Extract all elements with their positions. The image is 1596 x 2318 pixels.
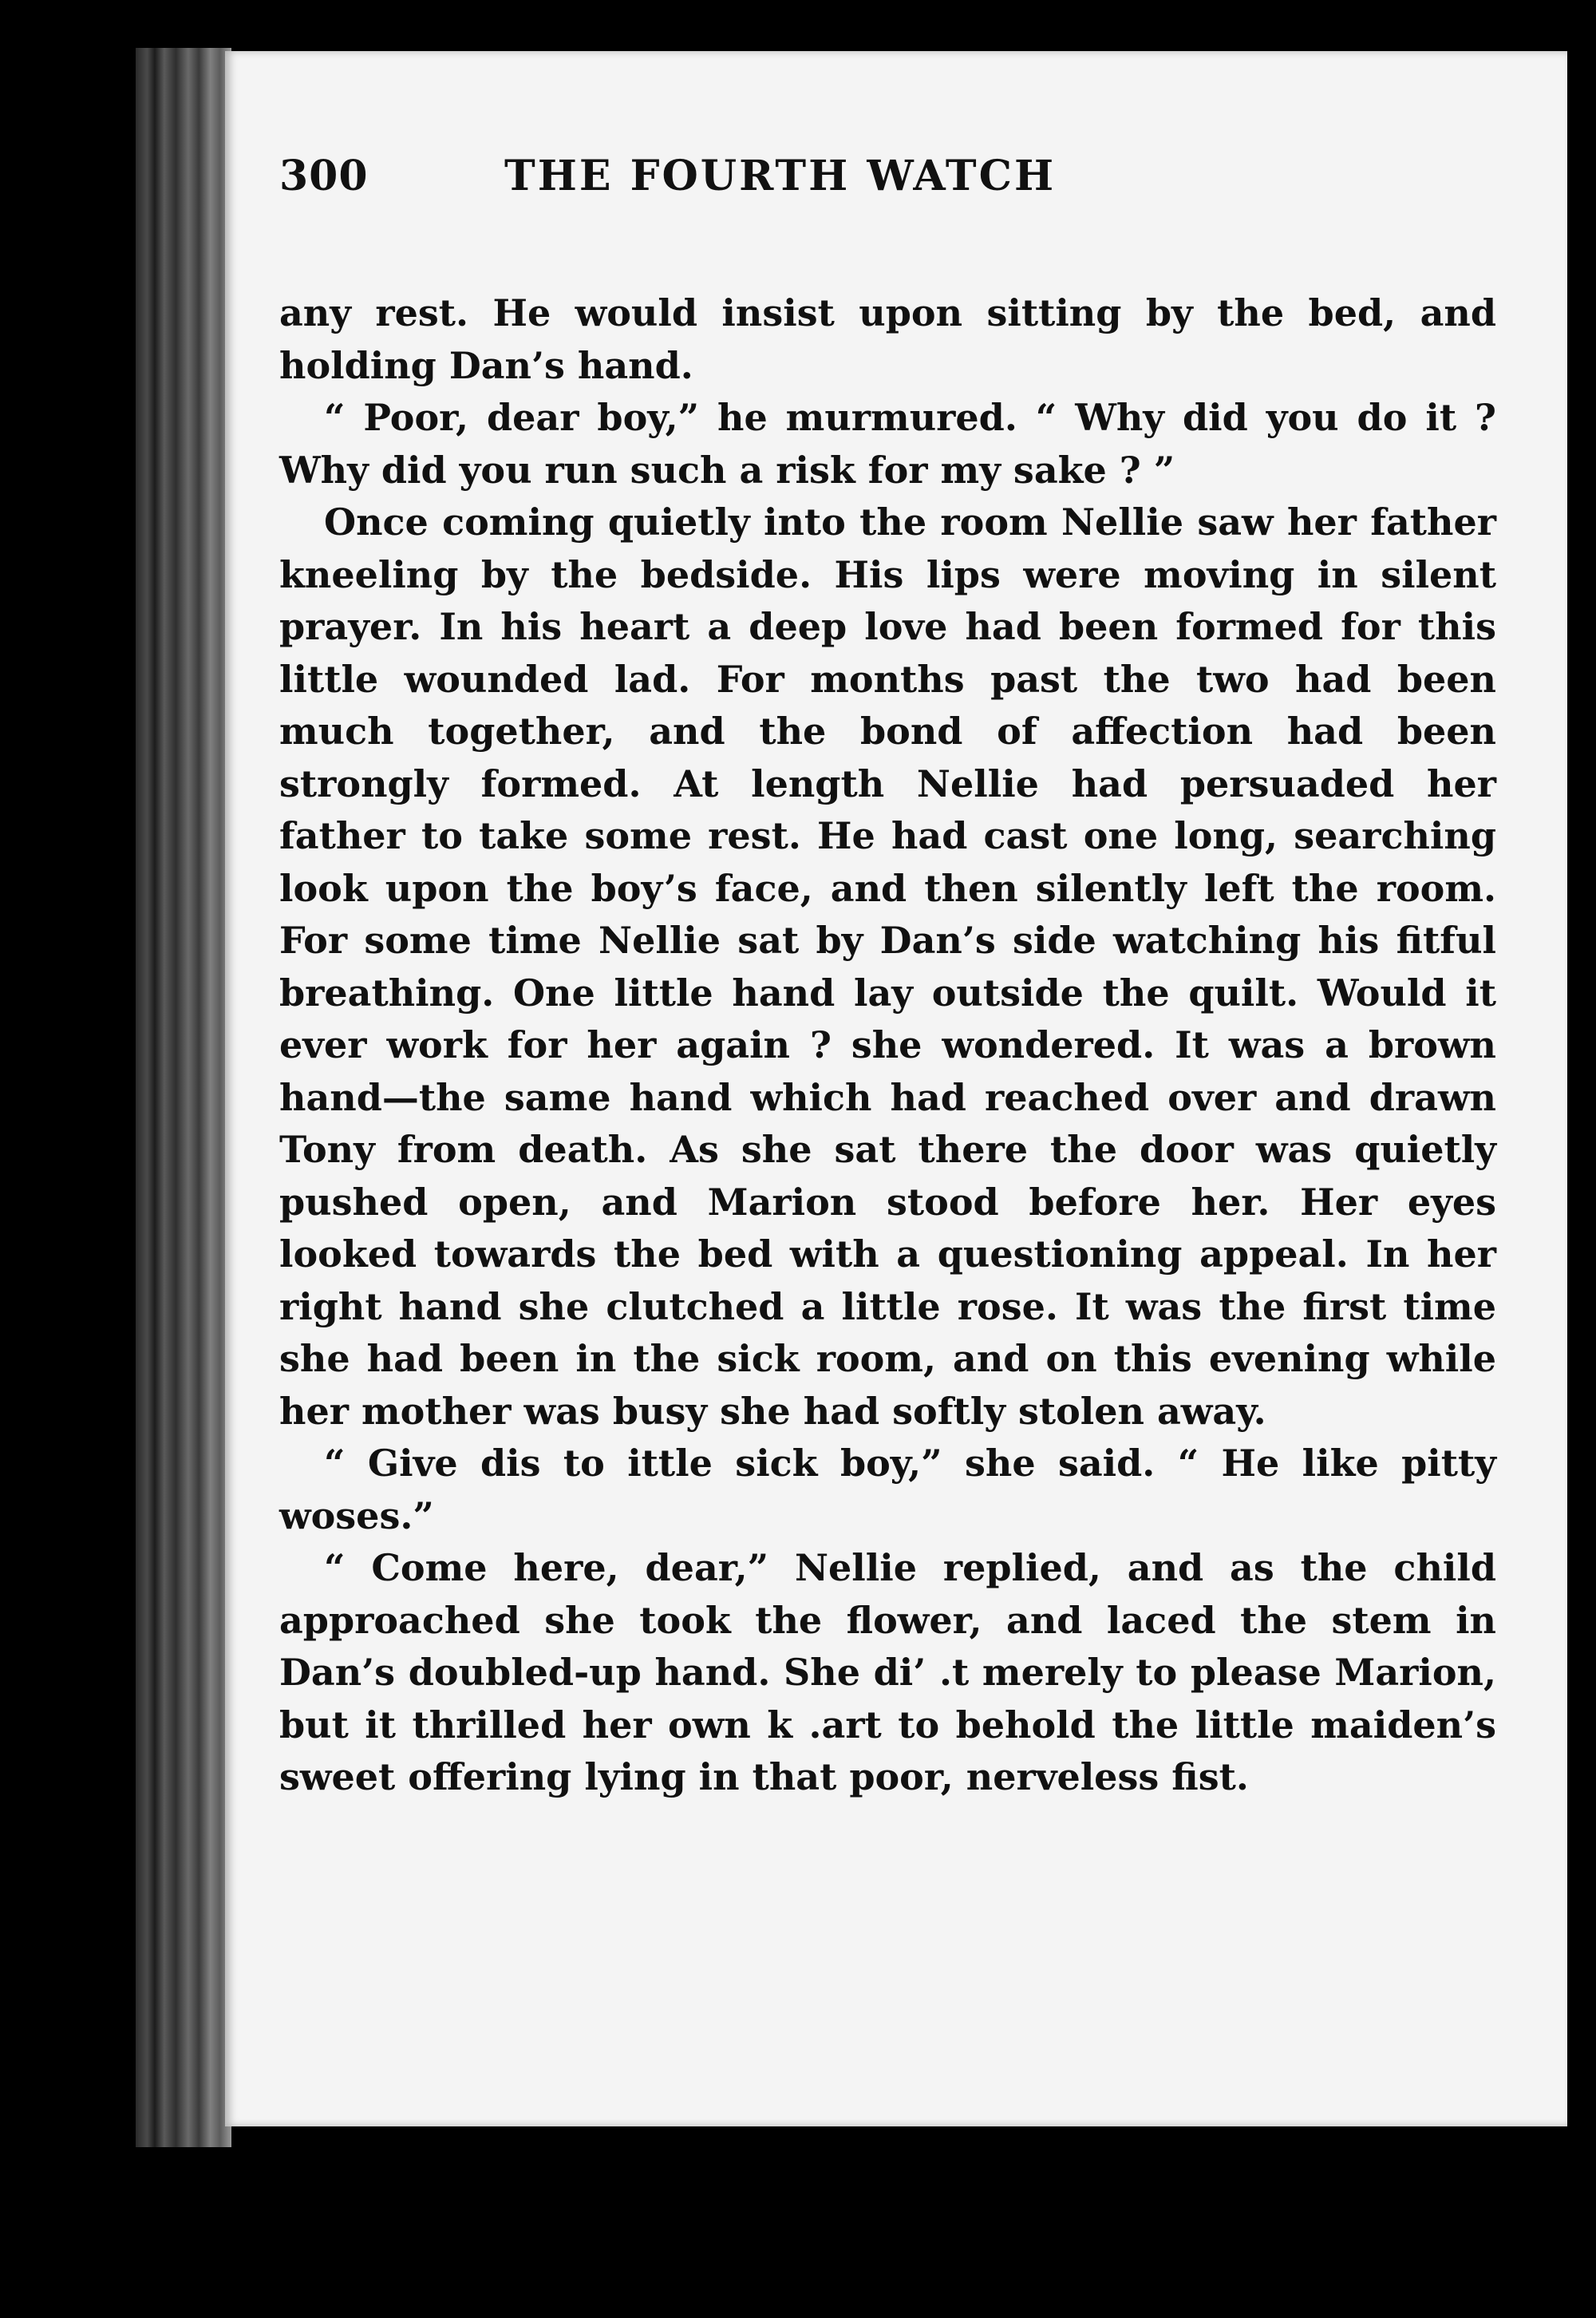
body-text <box>279 287 1496 1804</box>
paragraph: Once coming quietly into the room Nellie saw her father kneeling by the bedside. His lips were moving in silent prayer. In his heart a deep love had been formed for this little wounded lad. For months past the two had been much together, and the bond of affection had been strongly formed. At length Nellie had persuaded her father to take some rest. He had cast one long, searching look upon the boy’s face, and then silently left the room. For some time Nellie sat by Dan’s side watching his fitful breathing. One little hand lay outside the quilt. Would it ever work for her again ? she wondered. It was a brown hand—the same hand which had reached over and drawn Tony from death. As she sat there the door was quietly pushed open, and Marion stood before her. Her eyes looked towards the bed with a questioning appeal. In her right hand she clutched a little rose. It was the first time she had been in the sick room, and on this evening while her mother was busy she had softly stolen away. <box>279 500 1496 1433</box>
running-head <box>279 152 1301 216</box>
page-number: 300 <box>279 152 369 200</box>
paragraph: any rest. He would insist upon sitting by the bed, and holding Dan’s hand. <box>279 291 1496 387</box>
chapter-running-title: THE FOURTH WATCH <box>504 152 1057 200</box>
paragraph: “ Come here, dear,” Nellie replied, and as the child approached she took the flower, and laced the stem in Dan’s doubled-up hand. She di’ .t merely to please Marion, but it thrilled her own k .art to behold the little maiden’s sweet offering lying in that poor, nerveless fist. <box>279 1546 1496 1798</box>
book-page-edges <box>136 48 231 2147</box>
paragraph: “ Poor, dear boy,” he murmured. “ Why did you do it ? Why did you run such a risk for my sake ? ” <box>279 396 1496 492</box>
paragraph: “ Give dis to ittle sick boy,” she said. “ He like pitty woses.” <box>279 1442 1496 1537</box>
